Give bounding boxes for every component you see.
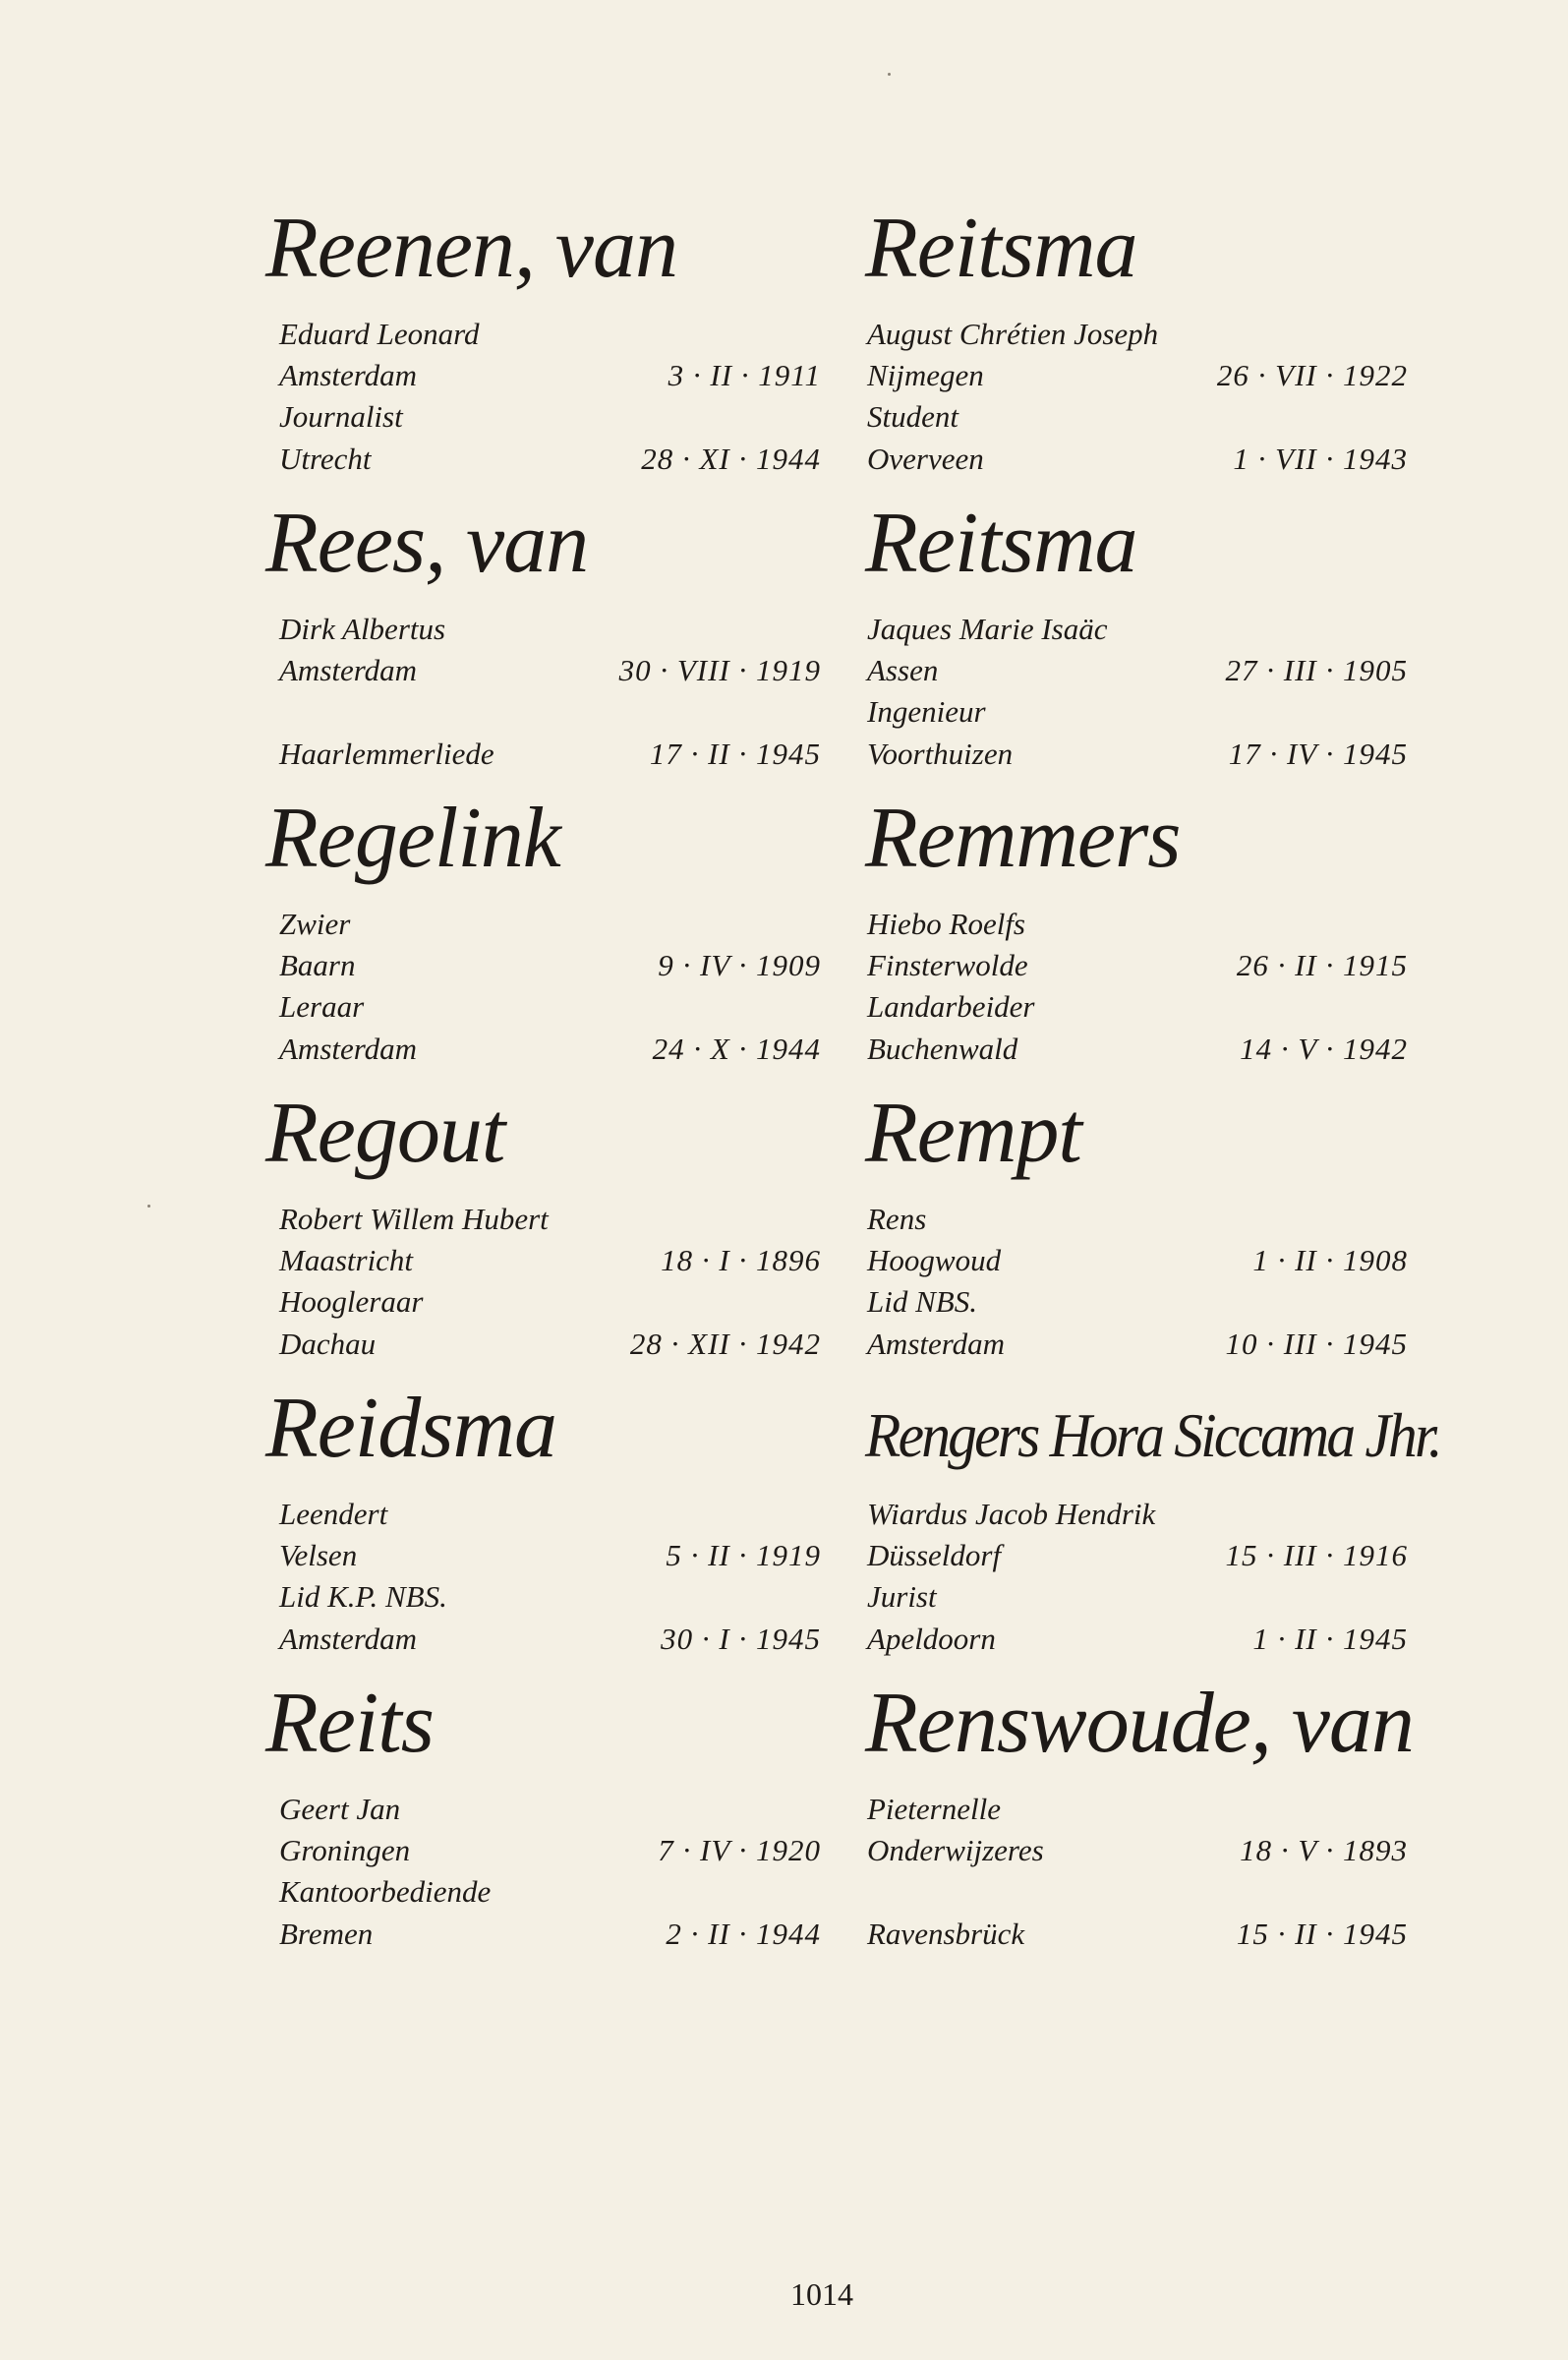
given-names-row	[867, 1494, 1408, 1535]
occupation-row	[279, 396, 821, 438]
birthplace: Groningen	[279, 1833, 411, 1867]
birth-date: 7 · IV · 1920	[658, 1833, 821, 1867]
place-of-death: Amsterdam	[279, 1622, 418, 1656]
given-names: Eduard Leonard	[279, 317, 480, 351]
birthplace: Hoogwoud	[867, 1243, 1002, 1277]
given-names-row	[867, 609, 1408, 650]
occupation: Journalist	[279, 399, 403, 434]
given-names: Jaques Marie Isaäc	[867, 612, 1108, 646]
occupation-row	[867, 986, 1408, 1028]
place-of-death-row	[867, 734, 1408, 775]
left-column	[265, 201, 821, 1988]
death-date: 15 · II · 1945	[1236, 1917, 1408, 1951]
given-names: August Chrétien Joseph	[867, 317, 1159, 351]
surname-heading: Renswoude, van	[865, 1676, 1414, 1771]
birthplace-row	[867, 1535, 1408, 1576]
given-names-row	[279, 1199, 821, 1240]
place-of-death-row	[279, 734, 821, 775]
surname-heading: Reits	[265, 1676, 434, 1771]
birth-date: 3 · II · 1911	[668, 358, 821, 392]
given-names-row	[867, 904, 1408, 945]
birth-date: 18 · V · 1893	[1240, 1833, 1408, 1867]
memorial-entry	[865, 1676, 1414, 1988]
occupation-row	[279, 1576, 821, 1618]
place-of-death-row	[279, 1029, 821, 1070]
given-names-row	[867, 314, 1408, 355]
birthplace: Onderwijzeres	[867, 1833, 1044, 1867]
birth-date: 1 · II · 1908	[1252, 1243, 1408, 1277]
birthplace: Amsterdam	[279, 358, 418, 392]
memorial-entry	[865, 1398, 1440, 1693]
death-date: 14 · V · 1942	[1240, 1032, 1408, 1066]
given-names: Geert Jan	[279, 1792, 401, 1826]
surname-heading: Reidsma	[265, 1381, 557, 1476]
given-names-row	[279, 609, 821, 650]
birthplace-row	[867, 1240, 1408, 1281]
given-names: Dirk Albertus	[279, 612, 446, 646]
birth-date: 15 · III · 1916	[1225, 1538, 1408, 1572]
death-date: 17 · IV · 1945	[1228, 737, 1408, 771]
surname-heading: Regout	[265, 1086, 505, 1181]
place-of-death-row	[867, 1619, 1408, 1660]
birthplace-row	[279, 1240, 821, 1281]
place-of-death: Ravensbrück	[867, 1917, 1025, 1951]
given-names-row	[867, 1789, 1408, 1830]
occupation: Landarbeider	[867, 989, 1035, 1024]
place-of-death: Amsterdam	[867, 1327, 1006, 1361]
birthplace: Assen	[867, 653, 939, 687]
surname-heading: Regelink	[265, 791, 560, 886]
surname-heading: Rempt	[865, 1086, 1081, 1181]
given-names-row	[279, 1494, 821, 1535]
occupation: Leraar	[279, 989, 365, 1024]
birth-date: 26 · VII · 1922	[1216, 358, 1408, 392]
death-date: 1 · II · 1945	[1252, 1622, 1408, 1656]
memorial-entry	[265, 1676, 821, 1988]
birth-date: 27 · III · 1905	[1225, 653, 1408, 687]
given-names-row	[867, 1199, 1408, 1240]
place-of-death-row	[279, 1914, 821, 1955]
occupation: Lid K.P. NBS.	[279, 1579, 447, 1614]
place-of-death-row	[279, 1324, 821, 1365]
birthplace-row	[279, 355, 821, 396]
surname-heading: Rees, van	[265, 496, 589, 591]
birth-date: 5 · II · 1919	[666, 1538, 821, 1572]
death-date: 28 · XI · 1944	[641, 442, 821, 476]
birthplace-row	[867, 945, 1408, 986]
place-of-death: Amsterdam	[279, 1032, 418, 1066]
birth-date: 9 · IV · 1909	[658, 948, 821, 982]
death-date: 24 · X · 1944	[652, 1032, 821, 1066]
place-of-death: Buchenwald	[867, 1032, 1018, 1066]
given-names: Zwier	[279, 907, 351, 941]
given-names: Rens	[867, 1202, 927, 1236]
given-names-row	[279, 314, 821, 355]
place-of-death: Bremen	[279, 1917, 374, 1951]
occupation-row	[279, 1871, 821, 1913]
memorial-entry	[865, 201, 1408, 513]
memorial-entry	[265, 1086, 821, 1398]
occupation-row	[867, 691, 1408, 733]
occupation-row	[867, 1871, 1408, 1913]
memorial-entry	[265, 201, 821, 513]
occupation-row	[279, 1281, 821, 1323]
place-of-death-row	[867, 1914, 1408, 1955]
birthplace-row	[867, 650, 1408, 691]
birth-date: 18 · I · 1896	[661, 1243, 821, 1277]
birth-date: 30 · VIII · 1919	[618, 653, 821, 687]
birthplace-row	[867, 1830, 1408, 1871]
birthplace: Amsterdam	[279, 653, 418, 687]
place-of-death: Apeldoorn	[867, 1622, 996, 1656]
death-date: 30 · I · 1945	[661, 1622, 821, 1656]
birthplace-row	[279, 1535, 821, 1576]
given-names-row	[279, 904, 821, 945]
birthplace: Finsterwolde	[867, 948, 1028, 982]
birthplace-row	[279, 1830, 821, 1871]
death-date: 2 · II · 1944	[666, 1917, 821, 1951]
occupation: Ingenieur	[867, 694, 986, 729]
occupation: Kantoorbediende	[279, 1874, 492, 1909]
surname-heading: Rengers Hora Siccama Jhr.	[865, 1400, 1440, 1470]
surname-heading: Remmers	[865, 791, 1181, 886]
paper-speck	[888, 73, 891, 76]
memorial-entry	[865, 1086, 1408, 1398]
place-of-death-row	[867, 1324, 1408, 1365]
birthplace-row	[279, 945, 821, 986]
right-column	[865, 201, 1440, 1988]
given-names: Leendert	[279, 1497, 388, 1531]
occupation: Jurist	[867, 1579, 937, 1614]
given-names: Wiardus Jacob Hendrik	[867, 1497, 1156, 1531]
death-date: 28 · XII · 1942	[629, 1327, 821, 1361]
death-date: 1 · VII · 1943	[1233, 442, 1408, 476]
birthplace: Velsen	[279, 1538, 358, 1572]
place-of-death-row	[279, 439, 821, 480]
death-date: 17 · II · 1945	[649, 737, 821, 771]
place-of-death: Dachau	[279, 1327, 377, 1361]
memorial-entry	[265, 496, 821, 808]
birthplace-row	[867, 355, 1408, 396]
surname-heading: Reitsma	[865, 201, 1137, 296]
place-of-death: Voorthuizen	[867, 737, 1014, 771]
occupation-row	[867, 396, 1408, 438]
given-names: Pieternelle	[867, 1792, 1001, 1826]
occupation-row	[279, 986, 821, 1028]
surname-heading: Reenen, van	[265, 201, 677, 296]
memorial-entry	[265, 791, 821, 1103]
occupation-row	[279, 691, 821, 733]
occupation-row	[867, 1576, 1408, 1618]
occupation: Lid NBS.	[867, 1284, 977, 1319]
birthplace: Nijmegen	[867, 358, 984, 392]
paper-speck	[147, 1205, 150, 1208]
given-names: Hiebo Roelfs	[867, 907, 1025, 941]
birthplace: Baarn	[279, 948, 356, 982]
place-of-death-row	[867, 439, 1408, 480]
place-of-death: Haarlemmerliede	[279, 737, 494, 771]
place-of-death: Overveen	[867, 442, 984, 476]
given-names: Robert Willem Hubert	[279, 1202, 549, 1236]
memorial-entry	[865, 496, 1408, 808]
birth-date: 26 · II · 1915	[1236, 948, 1408, 982]
death-date: 10 · III · 1945	[1225, 1327, 1408, 1361]
memorial-entry	[265, 1381, 821, 1693]
place-of-death-row	[867, 1029, 1408, 1070]
given-names-row	[279, 1789, 821, 1830]
occupation-row	[867, 1281, 1408, 1323]
place-of-death: Utrecht	[279, 442, 372, 476]
birthplace: Maastricht	[279, 1243, 414, 1277]
page-number: 1014	[790, 2276, 853, 2312]
birthplace: Düsseldorf	[867, 1538, 1002, 1572]
place-of-death-row	[279, 1619, 821, 1660]
birthplace-row	[279, 650, 821, 691]
surname-heading: Reitsma	[865, 496, 1137, 591]
occupation: Hoogleraar	[279, 1284, 424, 1319]
memorial-entry	[865, 791, 1408, 1103]
occupation: Student	[867, 399, 958, 434]
